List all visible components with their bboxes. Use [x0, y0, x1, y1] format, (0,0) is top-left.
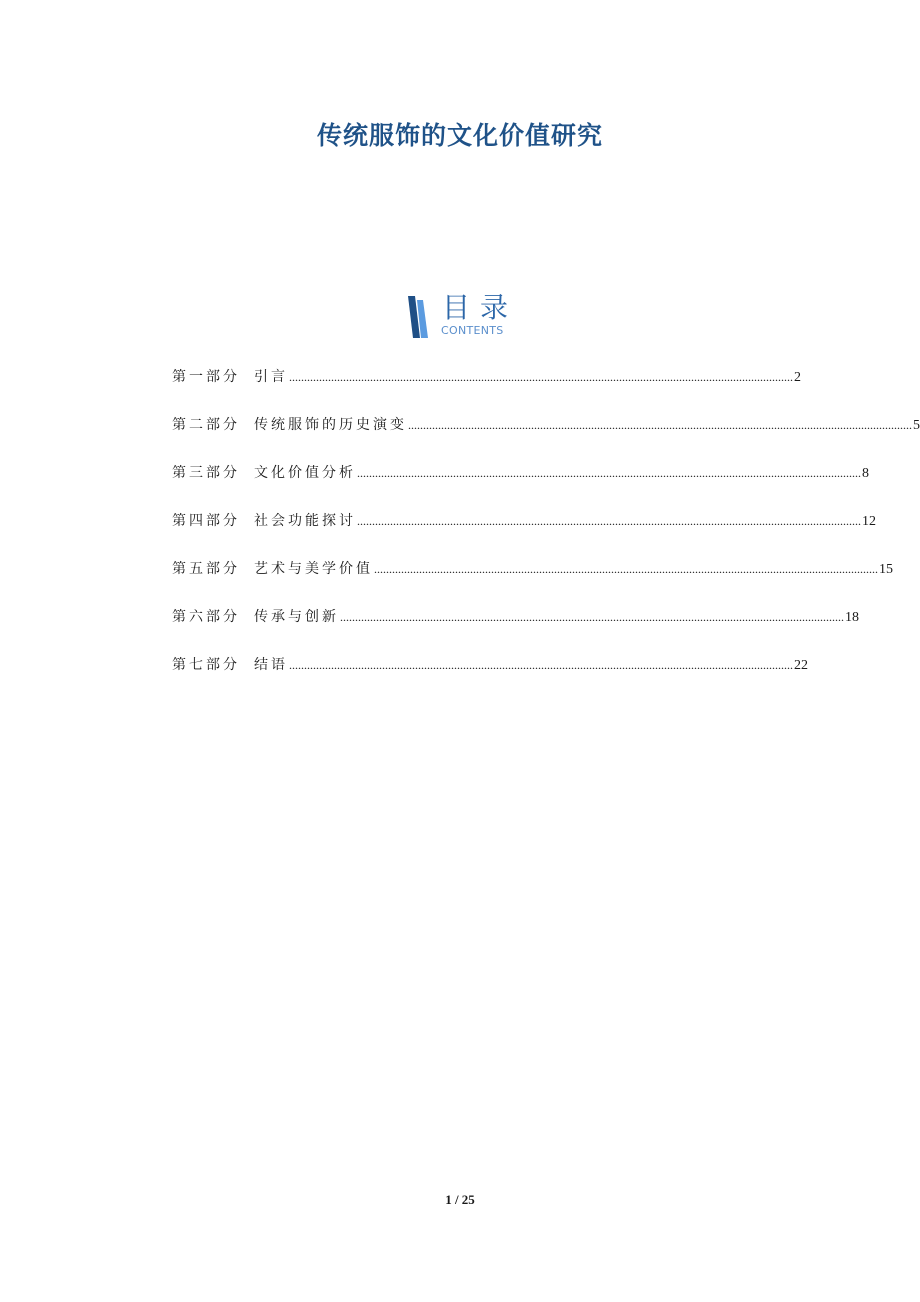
toc-logo-icon — [408, 296, 430, 338]
toc-leader-dots: ........................................................................................................................................................................ — [408, 418, 912, 432]
toc-entry[interactable] — [172, 558, 893, 606]
toc-entry-page: 18 — [845, 610, 859, 625]
toc-entry[interactable] — [172, 510, 876, 558]
toc-entry-name: 艺术与美学价值 — [254, 561, 373, 577]
toc-entry-name: 结语 — [254, 657, 288, 673]
toc-heading — [408, 292, 528, 340]
toc-entry-page: 8 — [862, 466, 869, 481]
toc-entry[interactable] — [172, 366, 801, 414]
toc-entry-page: 5 — [913, 418, 920, 433]
toc-entry-part: 第七部分 — [172, 657, 240, 673]
toc-entry-page: 2 — [794, 370, 801, 385]
toc-leader-dots: ........................................................................................................................................................................ — [357, 466, 861, 480]
toc-leader-dots: ........................................................................................................................................................................ — [289, 370, 793, 384]
toc-entry-page: 12 — [862, 514, 876, 529]
toc-entry-name: 引言 — [254, 369, 288, 385]
toc-entry-part: 第六部分 — [172, 609, 240, 625]
document-title: 传统服饰的文化价值研究 — [316, 121, 603, 150]
toc-entry-page: 22 — [794, 658, 808, 673]
toc-leader-dots: ........................................................................................................................................................................ — [374, 562, 878, 576]
toc-entry-part: 第二部分 — [172, 417, 240, 433]
toc-entry-name: 传承与创新 — [254, 609, 339, 625]
toc-entry-page: 15 — [879, 562, 893, 577]
toc-entry-part: 第四部分 — [172, 513, 240, 529]
toc-heading-title: 目录 — [442, 291, 519, 324]
toc-entry[interactable] — [172, 606, 859, 654]
toc-list — [172, 366, 920, 702]
toc-leader-dots: ........................................................................................................................................................................ — [357, 514, 861, 528]
page-number: 1 / 25 — [445, 1192, 475, 1207]
toc-entry[interactable] — [172, 462, 869, 510]
toc-entry-name: 文化价值分析 — [254, 465, 356, 481]
toc-entry-part: 第三部分 — [172, 465, 240, 481]
toc-heading-subtitle: CONTENTS — [441, 324, 504, 337]
toc-entry-part: 第一部分 — [172, 369, 240, 385]
toc-entry-part: 第五部分 — [172, 561, 240, 577]
toc-leader-dots: ........................................................................................................................................................................ — [340, 610, 844, 624]
toc-entry-name: 传统服饰的历史演变 — [254, 417, 407, 433]
toc-entry[interactable] — [172, 654, 808, 702]
toc-leader-dots: ........................................................................................................................................................................ — [289, 658, 793, 672]
toc-entry-name: 社会功能探讨 — [254, 513, 356, 529]
toc-entry[interactable] — [172, 414, 920, 462]
